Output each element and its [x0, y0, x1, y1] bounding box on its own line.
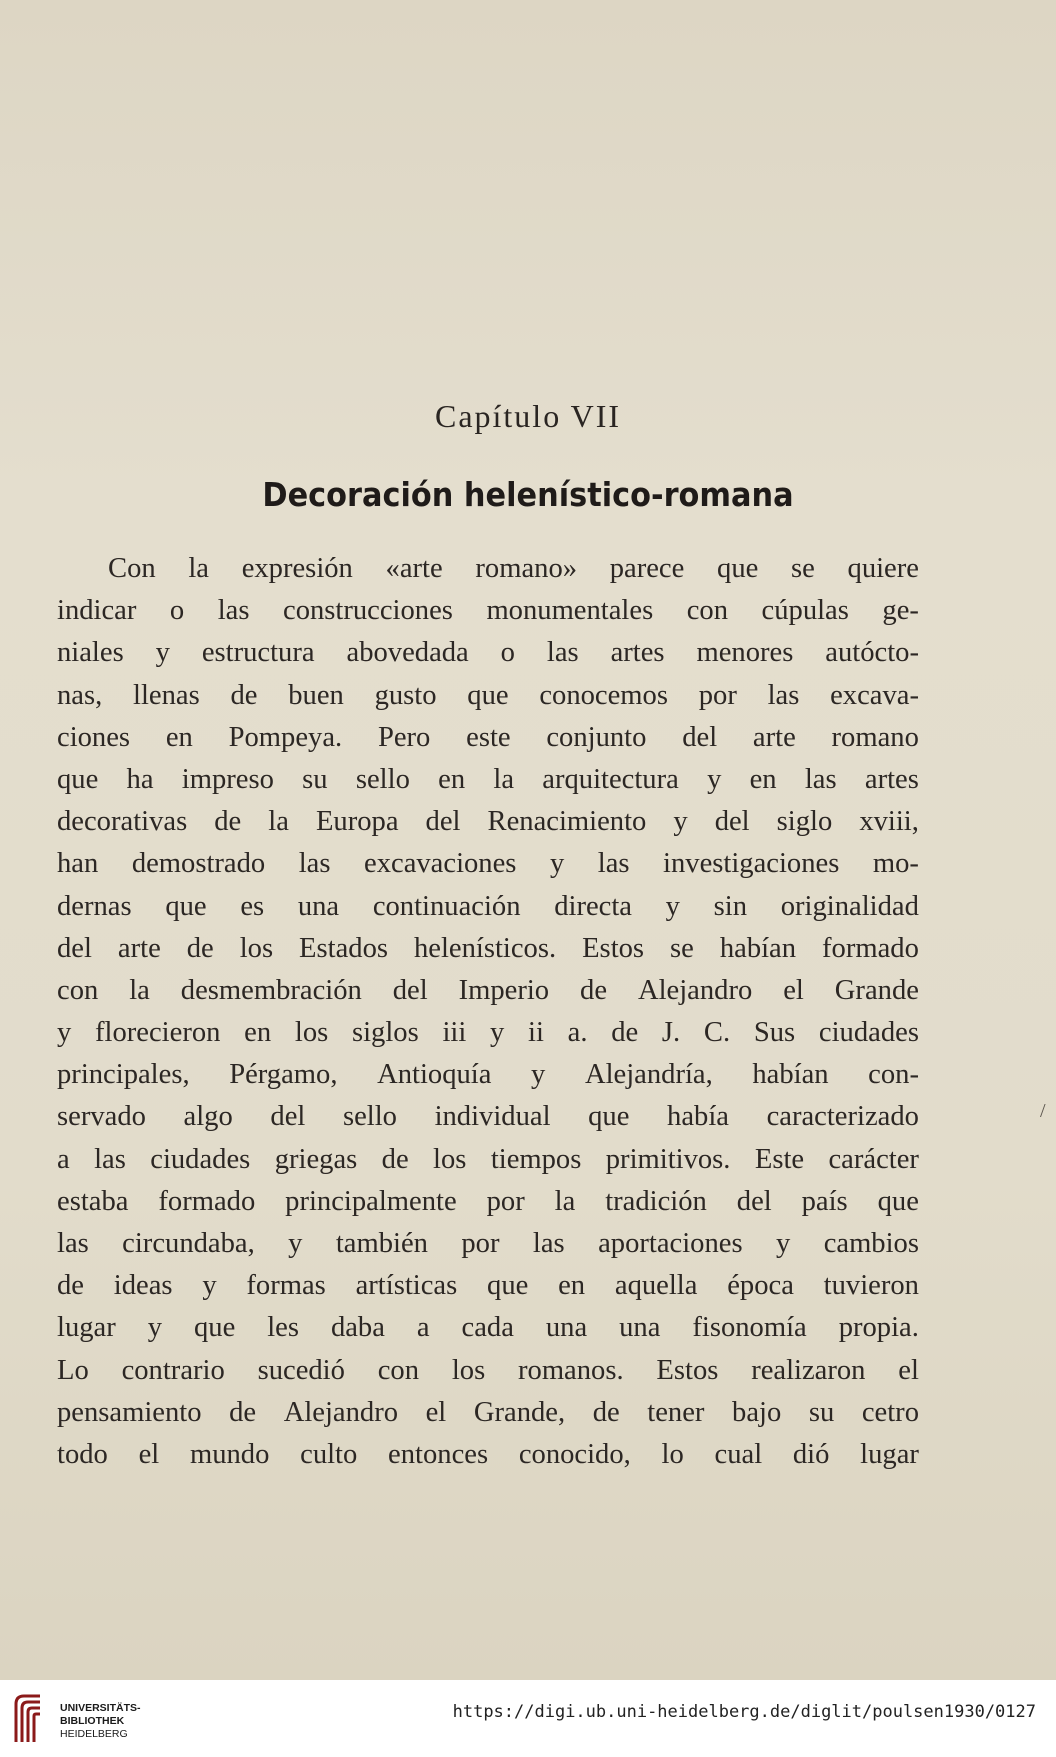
text-line: del arte de los Estados helenísticos. Estos se habían formado [57, 932, 919, 964]
text-line: Lo contrario sucedió con los romanos. Estos realizaron el [57, 1354, 919, 1386]
text-line: estaba formado principalmente por la tradición del país que [57, 1185, 919, 1217]
text-line: todo el mundo culto entonces conocido, lo cual dió lugar [57, 1438, 919, 1470]
text-line: ciones en Pompeya. Pero este conjunto del arte romano [57, 721, 919, 753]
chapter-title: Decoración helenístico-romana [262, 475, 794, 514]
library-line-3: HEIDELBERG [60, 1728, 128, 1740]
library-line-1: UNIVERSITÄTS- [60, 1702, 141, 1714]
footer-bar [0, 1680, 1056, 1757]
library-name [60, 1702, 141, 1741]
text-line: y florecieron en los siglos iii y ii a. de J. C. Sus ciudades [57, 1017, 919, 1049]
text-line: nas, llenas de buen gusto que conocemos por las excava- [57, 679, 919, 711]
text-line: a las ciudades griegas de los tiempos primitivos. Este carácter [57, 1143, 919, 1175]
text-line: que ha impreso su sello en la arquitectura y en las artes [57, 763, 919, 795]
text-line: lugar y que les daba a cada una una fisonomía propia. [57, 1312, 919, 1344]
text-line: Con la expresión «arte romano» parece que se quiere [108, 553, 919, 584]
text-line: niales y estructura abovedada o las artes menores autócto- [57, 637, 919, 669]
text-line: han demostrado las excavaciones y las investigaciones mo- [57, 848, 919, 880]
text-line: principales, Pérgamo, Antioquía y Alejandría, habían con- [57, 1059, 919, 1091]
text-line: servado algo del sello individual que había caracterizado [57, 1101, 919, 1133]
text-line: dernas que es una continuación directa y sin originalidad [57, 890, 919, 922]
text-line: pensamiento de Alejandro el Grande, de tener bajo su cetro [57, 1396, 919, 1428]
text-line: indicar o las construcciones monumentales con cúpulas ge- [57, 595, 919, 627]
text-line: decorativas de la Europa del Renacimiento y del siglo xviii, [57, 806, 919, 838]
text-line: con la desmembración del Imperio de Alejandro el Grande [57, 974, 919, 1006]
margin-mark: / [1040, 1100, 1046, 1122]
body-paragraph [57, 548, 919, 1476]
library-line-2: BIBLIOTHEK [60, 1715, 125, 1727]
chapter-label: Capítulo VII [434, 398, 622, 434]
source-url-link[interactable]: https://digi.ub.uni-heidelberg.de/diglit/poulsen1930/0127 [452, 1702, 1036, 1722]
text-line: de ideas y formas artísticas que en aquella época tuvieron [57, 1270, 919, 1302]
text-line: las circundaba, y también por las aportaciones y cambios [57, 1228, 919, 1259]
heidelberg-library-logo-icon [12, 1692, 44, 1746]
